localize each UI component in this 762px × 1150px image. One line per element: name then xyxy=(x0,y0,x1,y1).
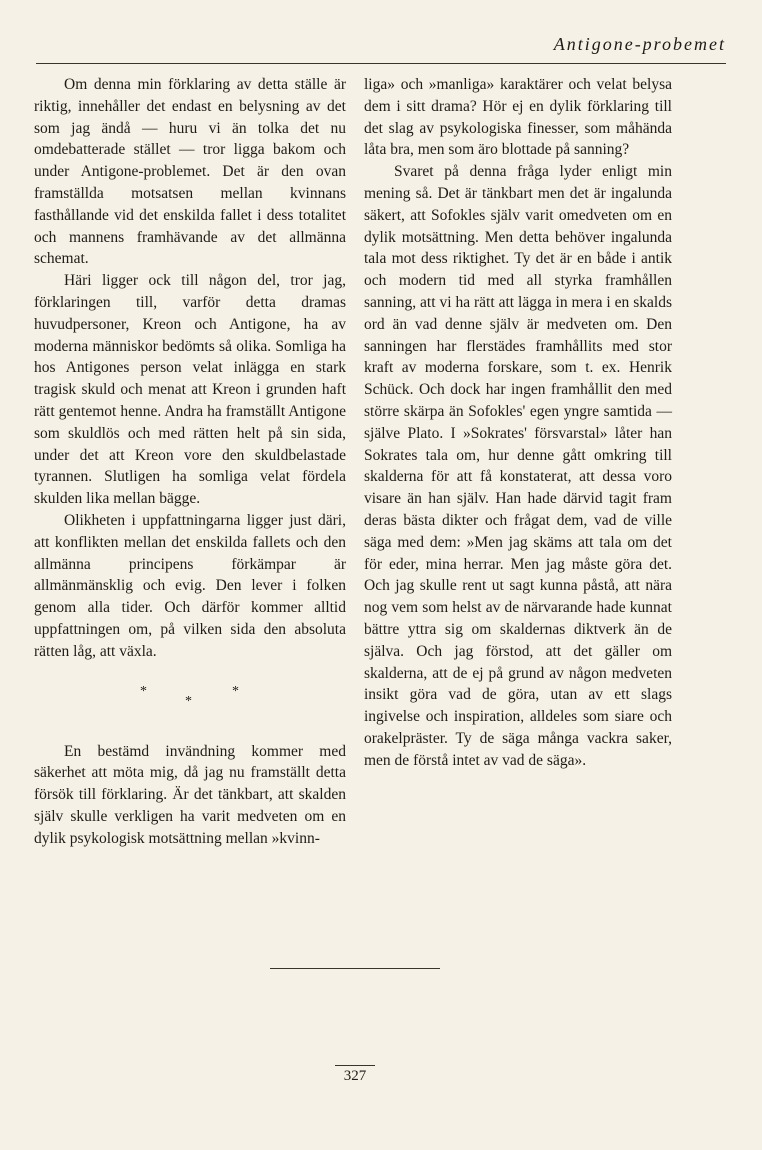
left-column xyxy=(34,74,346,850)
asterisk-left: * xyxy=(140,683,147,699)
section-break-asterism xyxy=(34,681,346,725)
right-paragraph-1: liga» och »manliga» karaktärer och velat belysa dem i sitt drama? Hör ej en dylik förklaring till det slag av psykologiska finesser, som måhända låta bra, men som äro blottade på sanning? xyxy=(364,76,672,159)
left-paragraph-4: En bestämd invändning kommer med säkerhet att möta mig, då jag nu framställt detta försök till förklaring. Är det tänkbart, att skalden själv skulle verkligen ha varit medveten om en dylik psykologisk motsättning mellan »kvinn- xyxy=(34,742,346,847)
running-header: Antigone-probemet xyxy=(553,34,726,54)
right-column xyxy=(364,74,672,772)
left-paragraph-3: Olikheten i uppfattningarna ligger just däri, att konflikten mellan det enskilda fallets och den allmänna principens förkämpar är allmänmänsklig och evig. Den lever i folken genom alla tider. Och därför kommer alltid uppfattningen om, på vilken sida den absoluta rätten låg, att växla. xyxy=(34,511,346,660)
left-paragraph-1: Om denna min förklaring av detta ställe är riktig, innehåller det endast en belysning av det som jag ändå — huru vi än tolka det nu omdebatterade stället — tror ligga bakom och under Antigone-problemet. Det är den ovan framställda motsatsen mellan kvinnans fasthållande vid det enskilda fallet i dess totalitet och mannens framhävande av det allmänna schemat. xyxy=(34,76,346,268)
page-number: 327 xyxy=(335,1065,375,1085)
asterisk-middle: * xyxy=(185,693,192,709)
end-rule xyxy=(270,968,440,969)
right-paragraph-2: Svaret på denna fråga lyder enligt min mening så. Det är tänkbart men det är ingalunda säkert, att Sofokles själv varit omedveten om en dylik motsättning. Men detta behöver ingalunda tala mot dess riktighet. Ty det är en både i antik och modern tid med all styrka framhållen sanning, att vi ha rätt att lägga in mera i en skalds ord än vad denne själv är medveten om. Den sanningen har flerstädes framhållits med stor kraft av moderna forskare, som t. ex. Henrik Schück. Och dock har ingen framhållit den med större skärpa än Sofokles' egen yngre samtida — själve Plato. I »Sokrates' försvarstal» låter han Sokrates tala om, hur denne gått omkring till skalderna för att få konstaterat, att dessa voro visare än han själv. Han hade därvid tagit fram deras bästa dikter och frågat dem, vad de ville säga med dem: »Men jag skäms att tala om det för eder, mina herrar. Men jag måste göra det. Och jag skulle rent ut sagt kunna påstå, att nära nog vem som helst av de närvarande hade kunnat bättre yttra sig om skaldernas diktverk än de själva. Och jag förstod, att det gäller om skalderna, att de ej på grund av någon medveten insikt göra vad de göra, utan av ett slags ingivelse och inspiration, alldeles som siare och orakelpräster. Ty de säga många vackra saker, men de förstå intet av vad de säga». xyxy=(364,163,672,769)
left-paragraph-2: Häri ligger ock till någon del, tror jag, förklaringen till, varför detta dramas huvudpersoner, Kreon och Antigone, ha av moderna människor bedömts så olika. Somliga ha hos Antigones person velat inlägga en stark tragisk skuld och menat att Kreon i grunden haft rätt gentemot henne. Andra ha framställt Antigone som skuldlös och med rätten helt på sin sida, under det att Kreon vore den skuldbelastade tyrannen. Slutligen ha somliga velat fördela skulden lika mellan bägge. xyxy=(34,272,346,508)
asterisk-right: * xyxy=(232,683,239,699)
header-rule xyxy=(36,63,726,64)
